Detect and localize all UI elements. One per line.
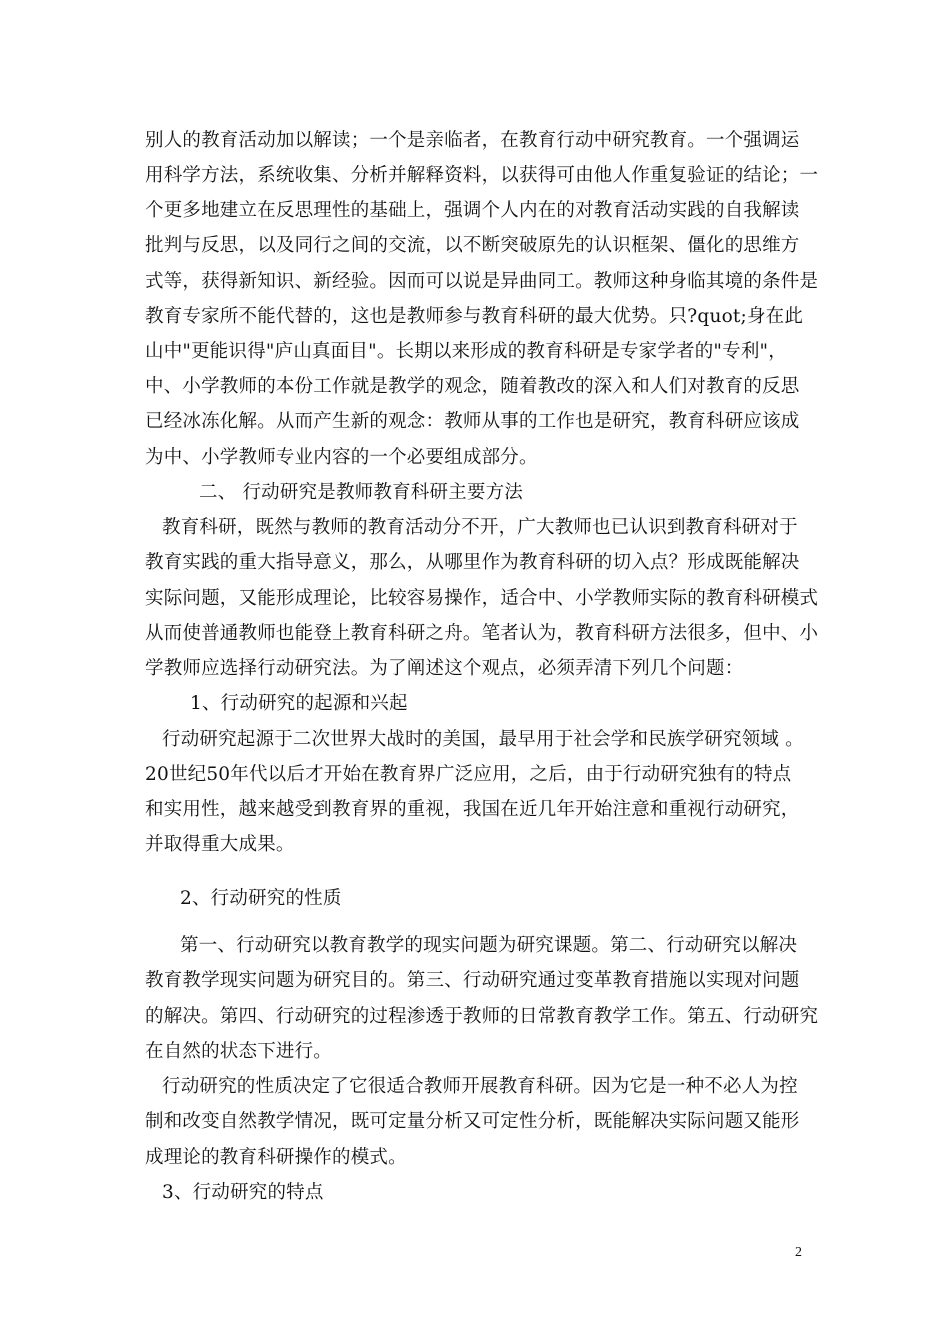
subsection-heading: 3、行动研究的特点 <box>162 1182 324 1203</box>
subsection-heading: 2、行动研究的性质 <box>180 888 342 909</box>
body-line: 个更多地建立在反思理性的基础上，强调个人内在的对教育活动实践的自我解读 <box>145 200 800 221</box>
body-line: 批判与反思，以及同行之间的交流，以不断突破原先的认识框架、僵化的思维方 <box>145 235 800 256</box>
body-line: 为中、小学教师专业内容的一个必要组成部分。 <box>145 447 538 468</box>
body-line: 教育科研，既然与教师的教育活动分不开，广大教师也已认识到教育科研对于 <box>162 517 798 538</box>
body-line: 在自然的状态下进行。 <box>145 1041 333 1062</box>
body-line: 并取得重大成果。 <box>145 834 295 855</box>
body-line: 用科学方法，系统收集、分析并解释资料，以获得可由他人作重复验证的结论；一 <box>145 165 819 186</box>
body-line: 别人的教育活动加以解读；一个是亲临者，在教育行动中研究教育。一个强调运 <box>145 130 800 151</box>
body-line: 第一、行动研究以教育教学的现实问题为研究课题。第二、行动研究以解决 <box>180 935 798 956</box>
body-line: 的解决。第四、行动研究的过程渗透于教师的日常教育教学工作。第五、行动研究 <box>145 1006 819 1027</box>
body-line: 教育实践的重大指导意义，那么，从哪里作为教育科研的切入点？形成既能解决 <box>145 552 800 573</box>
subsection-heading: 1、行动研究的起源和兴起 <box>190 693 408 714</box>
section-heading: 二、 行动研究是教师教育科研主要方法 <box>199 482 523 503</box>
body-line: 从而使普通教师也能登上教育科研之舟。笔者认为，教育科研方法很多，但中、小 <box>145 623 819 644</box>
body-line: 已经冰冻化解。从而产生新的观念：教师从事的工作也是研究，教育科研应该成 <box>145 411 800 432</box>
body-line: 和实用性，越来越受到教育界的重视，我国在近几年开始注意和重视行动研究， <box>145 799 800 820</box>
body-line: 式等，获得新知识、新经验。因而可以说是异曲同工。教师这种身临其境的条件是 <box>145 271 819 292</box>
body-line: 中、小学教师的本份工作就是教学的观念，随着教改的深入和人们对教育的反思 <box>145 376 800 397</box>
body-line: 山中"更能识得"庐山真面目"。长期以来形成的教育科研是专家学者的"专利"， <box>145 341 787 362</box>
body-line: 行动研究起源于二次世界大战时的美国，最早用于社会学和民族学研究领域 。 <box>162 729 804 750</box>
body-line: 20世纪50年代以后才开始在教育界广泛应用，之后，由于行动研究独有的特点 <box>145 764 792 785</box>
body-line: 制和改变自然教学情况，既可定量分析又可定性分析，既能解决实际问题又能形 <box>145 1111 800 1132</box>
page-number: 2 <box>795 1245 802 1260</box>
body-line: 实际问题，又能形成理论，比较容易操作，适合中、小学教师实际的教育科研模式 <box>145 588 819 609</box>
body-line: 学教师应选择行动研究法。为了阐述这个观点，必须弄清下列几个问题： <box>145 658 744 679</box>
body-line: 教育教学现实问题为研究目的。第三、行动研究通过变革教育措施以实现对问题 <box>145 970 800 991</box>
body-line: 行动研究的性质决定了它很适合教师开展教育科研。因为它是一种不必人为控 <box>162 1076 798 1097</box>
body-line: 教育专家所不能代替的，这也是教师参与教育科研的最大优势。只?quot;身在此 <box>145 306 804 327</box>
body-line: 成理论的教育科研操作的模式。 <box>145 1147 407 1168</box>
